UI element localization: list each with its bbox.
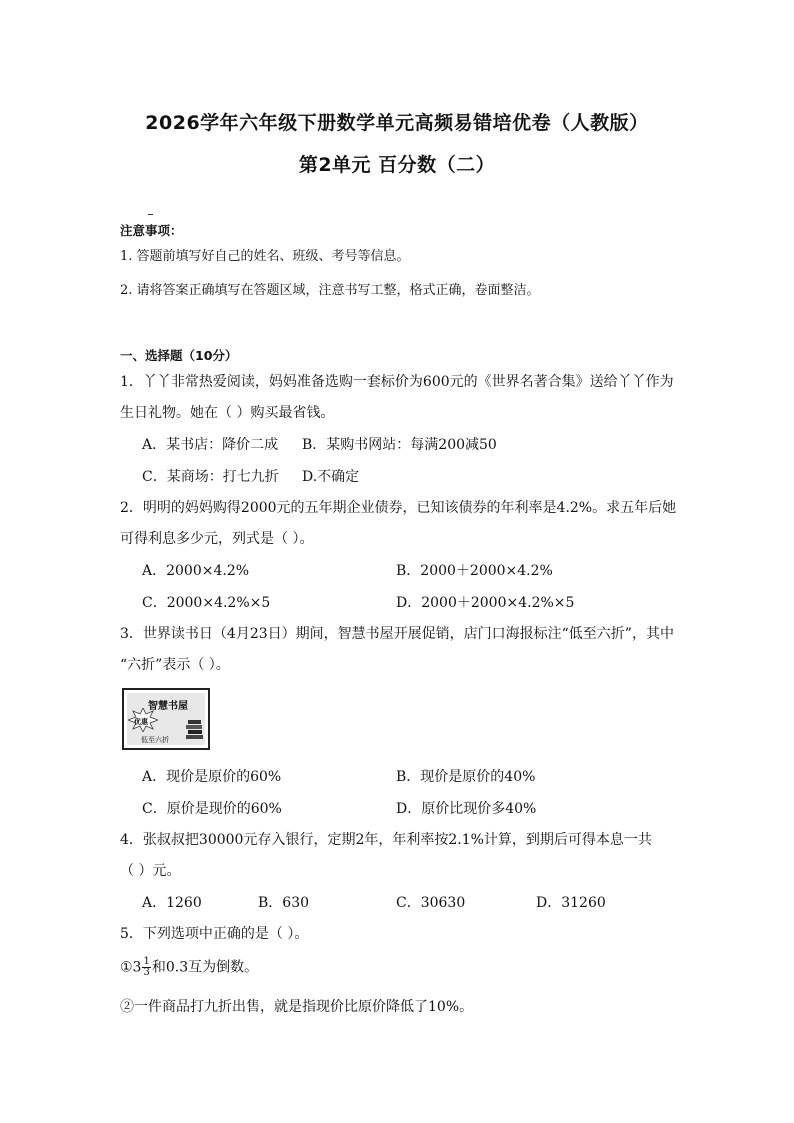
question-2-line-1: 2．明明的妈妈购得2000元的五年期企业债券，已知该债券的年利率是4.2%。求五年后她 <box>120 500 677 516</box>
question-5-line-1: 5．下列选项中正确的是（ ）。 <box>120 926 309 942</box>
question-5-statement-1 <box>120 957 258 978</box>
question-1-option-c: C．某商场：打七九折 <box>142 469 279 485</box>
notice-title: 注意事项： <box>120 223 183 238</box>
notice-item-2: 2. 请将答案正确填写在答题区域，注意书写工整，格式正确，卷面整洁。 <box>120 283 540 298</box>
question-4-line-2: （ ）元。 <box>120 863 181 879</box>
mixed-fraction <box>142 957 150 978</box>
cursor-mark <box>148 214 153 215</box>
section-title: 一、选择题（10分） <box>120 348 238 363</box>
question-1-option-a: A．某书店：降价二成 <box>142 437 279 453</box>
notice-item-1: 1. 答题前填写好自己的姓名、班级、考号等信息。 <box>120 249 410 264</box>
question-4-option-c: C．30630 <box>396 895 466 911</box>
poster-burst-text: 优惠 <box>134 718 148 726</box>
question-3-line-1: 3．世界读书日（4月23日）期间，智慧书屋开展促销，店门口海报标注“低至六折”，其中 <box>120 626 674 642</box>
question-3-line-2: “六折”表示（ ）。 <box>120 657 230 673</box>
page-subtitle: 第2单元 百分数（二） <box>298 154 496 176</box>
book-stack-icon <box>186 718 204 740</box>
question-2-line-2: 可得利息多少元，列式是（ ）。 <box>120 531 314 547</box>
statement-1-suffix: 和0.3互为倒数。 <box>151 959 259 976</box>
question-1-line-1: 1．丫丫非常热爱阅读，妈妈准备选购一套标价为600元的《世界名著合集》送给丫丫作为 <box>120 374 674 390</box>
question-2-option-b: B．2000＋2000×4.2% <box>396 563 553 579</box>
question-3-option-d: D．原价比现价多40% <box>396 801 537 817</box>
question-1-option-b: B．某购书网站：每满200减50 <box>302 437 497 453</box>
question-4-option-d: D．31260 <box>536 895 606 911</box>
question-2-option-c: C．2000×4.2%×5 <box>142 595 271 611</box>
question-4-option-a: A．1260 <box>142 895 202 911</box>
bookstore-poster-image <box>122 688 210 750</box>
question-2-option-d: D．2000＋2000×4.2%×5 <box>396 595 575 611</box>
question-3-option-c: C．原价是现价的60% <box>142 801 282 817</box>
question-3-option-b: B．现价是原价的40% <box>396 769 536 785</box>
question-5-statement-2: ②一件商品打九折出售，就是指现价比原价降低了10%。 <box>120 999 474 1015</box>
fraction-denominator: 3 <box>143 967 150 978</box>
question-4-line-1: 4．张叔叔把30000元存入银行，定期2年，年利率按2.1%计算，到期后可得本息一共 <box>120 832 652 848</box>
page-title: 2026学年六年级下册数学单元高频易错培优卷（人教版） <box>145 112 649 134</box>
poster-shop-name: 智慧书屋 <box>148 701 188 712</box>
question-1-line-2: 生日礼物。她在（ ）购买最省钱。 <box>120 405 335 421</box>
question-1-option-d: D.不确定 <box>302 469 360 485</box>
question-3-option-a: A．现价是原价的60% <box>142 769 282 785</box>
poster-discount-text: 低至六折 <box>141 736 169 744</box>
question-2-option-a: A．2000×4.2% <box>142 563 250 579</box>
question-4-option-b: B．630 <box>258 895 310 911</box>
statement-1-prefix: ①3 <box>120 959 142 976</box>
fraction-numerator: 1 <box>143 956 150 967</box>
